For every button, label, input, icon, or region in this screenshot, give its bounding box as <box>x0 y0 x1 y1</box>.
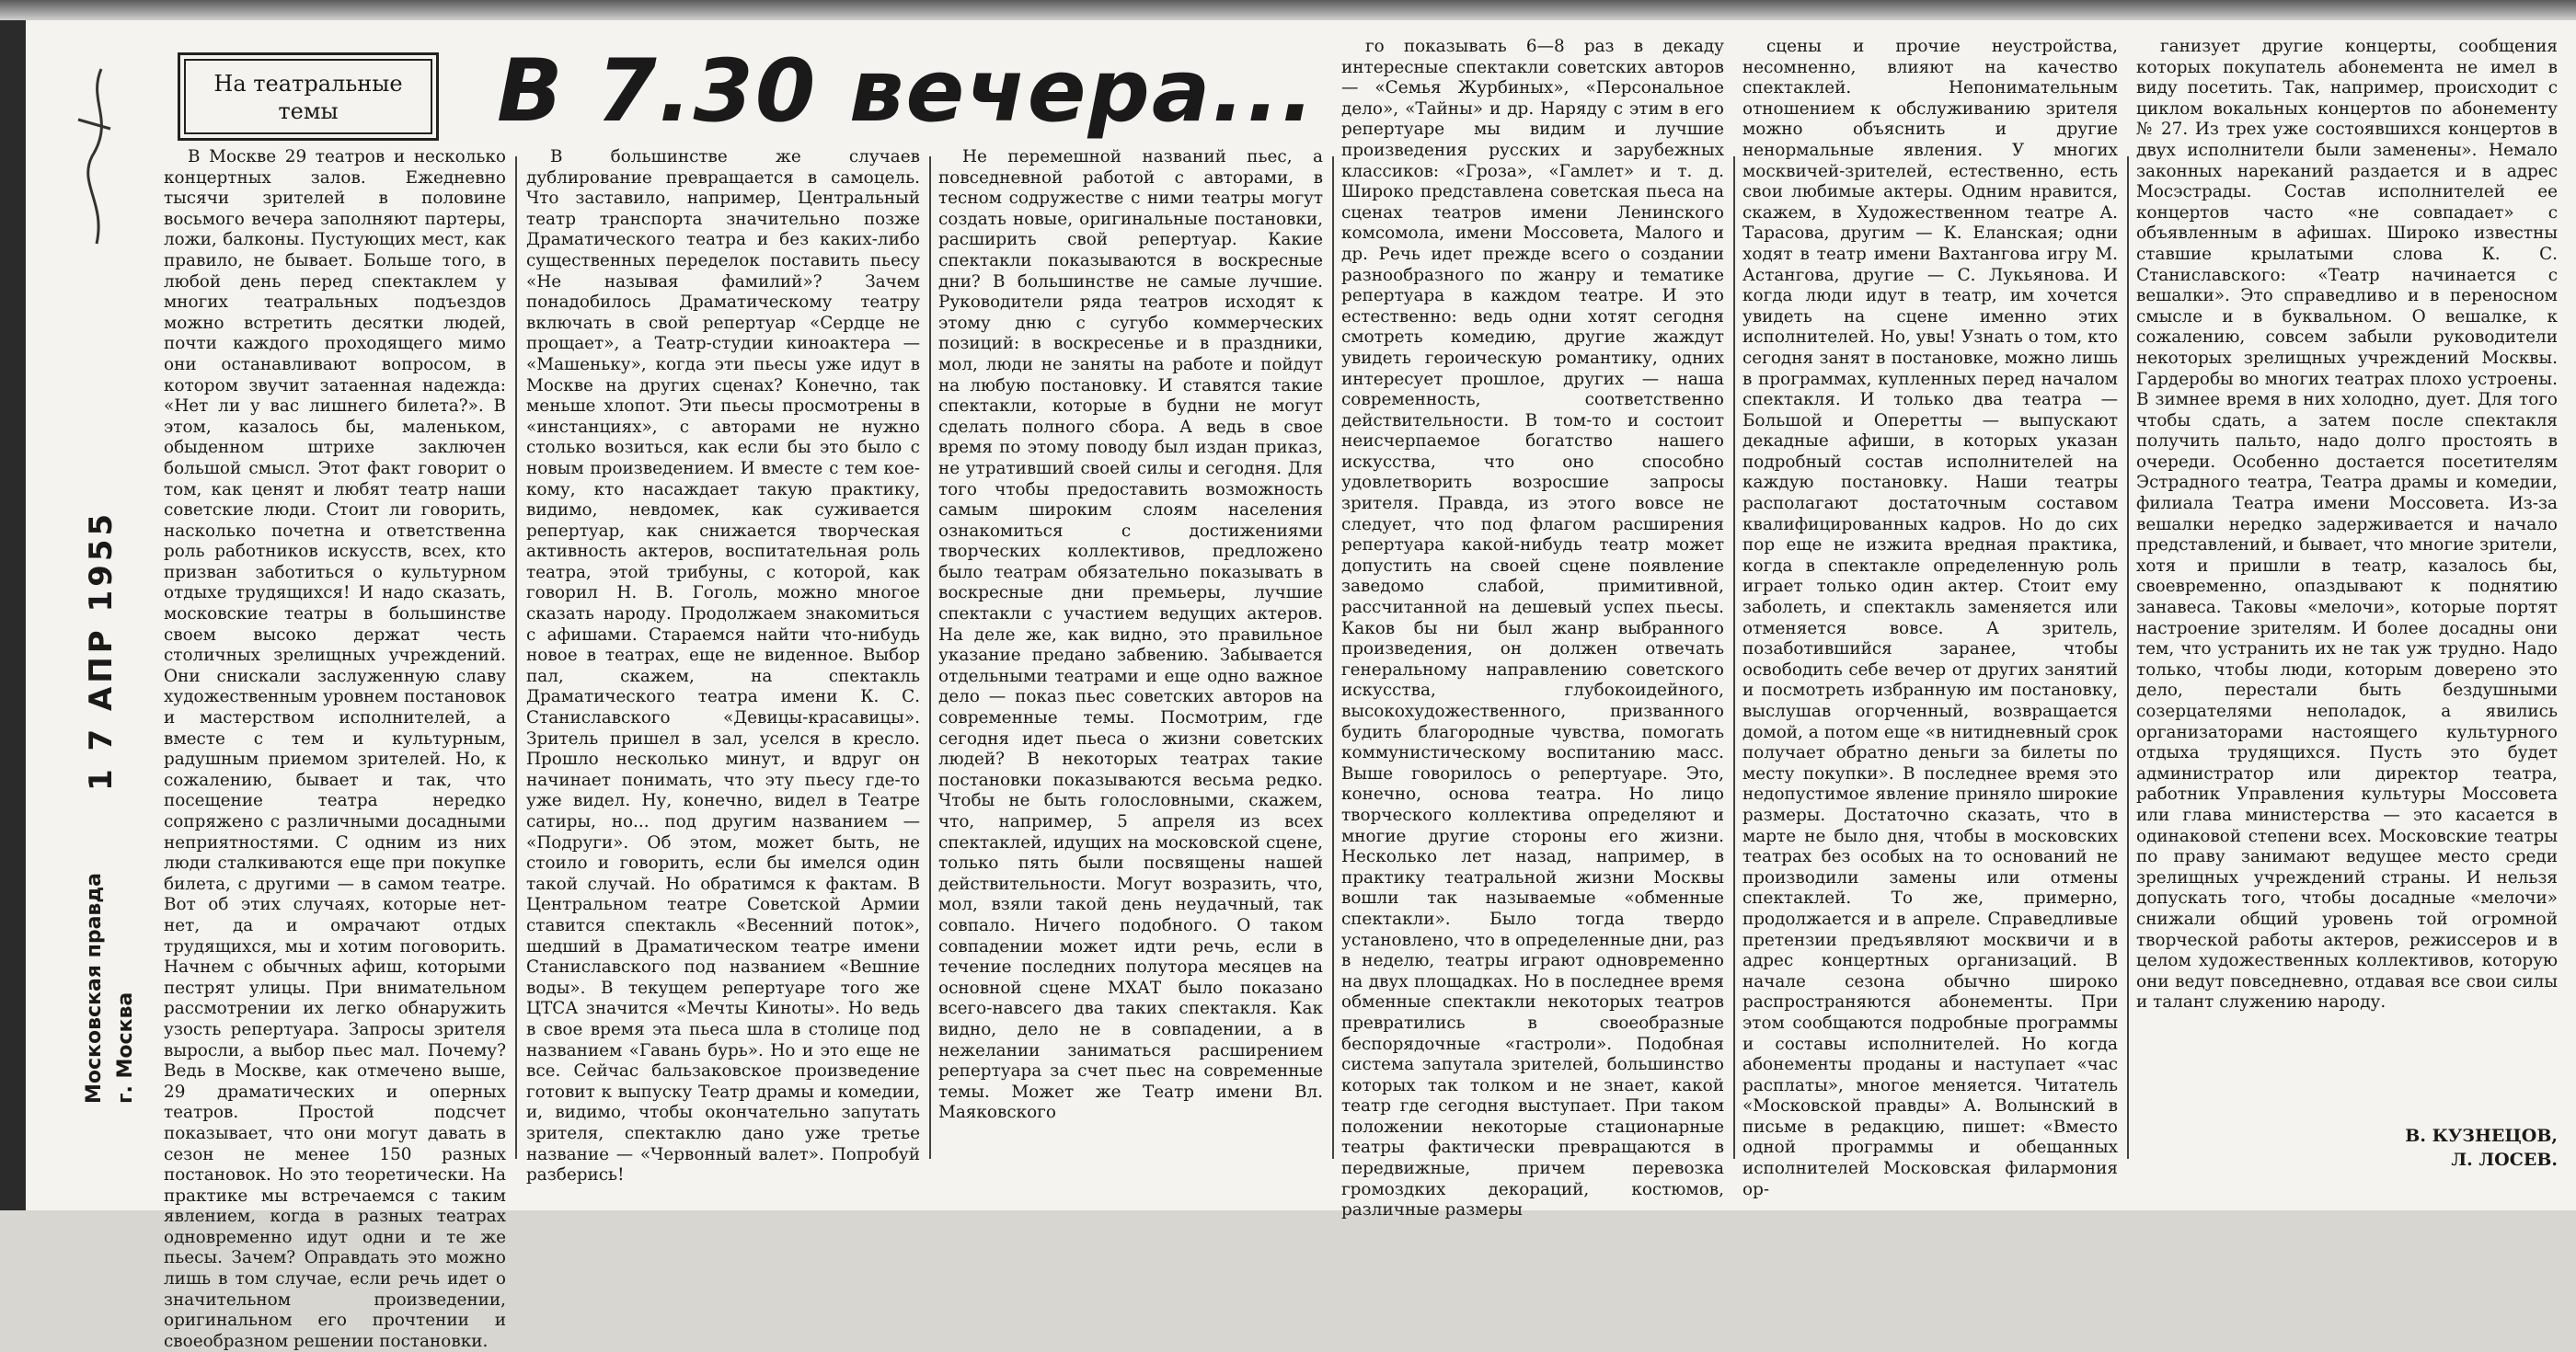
article-text: В Москве 29 театров и несколько концертных залов. Ежедневно тысячи зрителей в половине восьмого вечера заполняют партеры, ложи, балконы. Пустующих мест, как правило, не бывает. Больше того, в любой день перед спектаклем у многих театральных подъездов можно встретить десятки людей, почти каждого проходящего мимо они останавливают вопросом, в котором звучит затаенная надежда: «Нет ли у вас лишнего билета?». В этом, казалось бы, маленьком, обыденном штрихе заключен большой смысл. Этот факт говорит о том, как ценят и любят театр наши советские люди. Стоит ли говорить, насколько почетна и ответственна роль работников искусств, всех, кто призван заботиться о культурном отдыхе трудящихся! И надо сказать, московские театры в большинстве своем высоко держат честь столичных зрелищных учреждений. Они снискали заслуженную славу художественным уровнем постановок и мастерством исполнителей, а вместе с тем и культурным, радушным приемом зрителей. Но, к сожалению, бывает и так, что посещение театра нередко сопряжено с различными досадными неприятностями. С одним из них люди сталкиваются еще при покупке билета, с другими — в самом театре. Вот об этих случаях, которые нет-нет, да и омрачают отдых трудящихся, мы и хотим поговорить. Начнем с обычных афиш, которыми пестрят улицы. При внимательном рассмотрении их легко обнаружить узость репертуара. Запросы зрителя выросли, а выбор пьес мал. Почему? Ведь в Москве, как отмечено выше, 29 драматических и оперных театров. Простой подсчет показывает, что они могут давать в сезон не менее 150 разных постановок. Но это теоретически. На практике мы встречаемся с таким явлением, когда в разных театрах одновременно идут одни и те же пьесы. Зачем? Оправдать это можно лишь в том случае, если речь идет о значительном произведении, оригинальном его прочтении и своеобразном решении постановки. <box>164 147 506 1351</box>
source-city: г. Москва <box>114 991 137 1104</box>
column-rule <box>929 156 931 1159</box>
article-text: сцены и прочие неустройства, несомненно, влияют на качество спектаклей. Непонимательным отношением к обслуживанию зрителя можно объяснить и другие ненормальные явления. У многих москвичей-зрителей, естественно, есть свои любимые актеры. Одним нравится, скажем, в Художественном театре А. Тарасова, другим — К. Еланская; одни ходят в театр имени Вахтангова игру М. Астангова, другие — С. Лукьянова. И когда люди идут в театр, им хочется увидеть на сцене именно этих исполнителей. Но, увы! Узнать о том, кто сегодня занят в постановке, можно лишь в программах, купленных перед началом спектакля. И только два театра — Большой и Оперетты — выпускают декадные афиши, в которых указан подробный состав исполнителей на каждую постановку. Наши театры располагают достаточным составом квалифицированных кадров. Но до сих пор еще не изжита вредная практика, когда в спектакле определенную роль играет только один актер. Стоит ему заболеть, и спектакль заменяется или отменяется вовсе. А зритель, позаботившийся заранее, чтобы освободить себе вечер от других занятий и посмотреть избранную им постановку, выслушав огорченный, возвращается домой, а потом еще «в нитидневный срок получает обратно деньги за билеты по месту покупки». В последнее время это недопустимое явление приняло широкие размеры. Достаточно сказать, что в марте не было дня, чтобы в московских театрах без особых на то оснований не производили замены или отмены спектаклей. То же, примерно, продолжается и в апреле. Справедливые претензии предъявляют москвичи и в адрес концертных организаций. В начале сезона обычно широко распространяются абонементы. При этом сообщаются подробные программы и составы исполнителей. Но когда абонементы проданы и наступает «час расплаты», многое меняется. Читатель «Московской правды» А. Волынский в письме в редакцию, пишет: «Вместо одной программы и обещанных исполнителей Московская филармония ор- <box>1742 37 2118 1199</box>
scan-edge-top <box>0 0 2576 20</box>
rubric-box: На театральные темы <box>184 59 432 134</box>
article-column-6 <box>2136 37 2558 1117</box>
scan-edge-left <box>0 0 26 1210</box>
article-text: В большинстве же случаев дублирование превращается в самоцель. Что заставило, например, Центральный театр транспорта значительно позже Драматического театра и без каких-либо существенных переделок поставить пьесу «Не называя фамилий»? Зачем понадобилось Драматическому театру включать в свой репертуар «Сердце не прощает», а Театр-студии киноактера — «Машеньку», когда эти пьесы уже идут в Москве на других сценах? Конечно, так меньше хлопот. Эти пьесы просмотрены в «инстанциях», с авторами не нужно столько возиться, как если бы это было с новым произведением. И вместе с тем кое-кому, кто насаждает такую практику, видимо, невдомек, как суживается репертуар, как снижается творческая активность актеров, воспитательная роль театра, этой трибуны, с которой, как говорил Н. В. Гоголь, можно многое сказать народу. Продолжаем знакомиться с афишами. Стараемся найти что-нибудь новое в театрах, еще не виденное. Выбор пал, скажем, на спектакль Драматического театра имени К. С. Станиславского «Девицы-красавицы». Зритель пришел в зал, уселся в кресло. Прошло несколько минут, и вдруг он начинает понимать, что эту пьесу где-то уже видел. Ну, конечно, видел в Театре сатиры, но... под другим названием — «Подруги». Об этом, может быть, не стоило и говорить, если бы имелся один такой случай. Но обратимся к фактам. В Центральном театре Советской Армии ставится спектакль «Весенний поток», шедший в Драматическом театре имени Станиславского под названием «Вешние воды». В текущем репертуаре того же ЦТСА значится «Мечты Киноты». Но ведь в свое время эта пьеса шла в столице под названием «Гавань бурь». Но и это еще не все. Сейчас бальзаковское произведение готовит к выпуску Театр драмы и комедии, и, видимо, чтобы окончательно запутать зрителя, спектаклю дано уже третье название — «Червонный валет». Попробуй разберись! <box>526 147 920 1186</box>
author-signature <box>2328 1124 2558 1179</box>
article-column-2 <box>526 147 920 1186</box>
author-name: В. КУЗНЕЦОВ, <box>2405 1126 2558 1146</box>
article-column-3 <box>938 147 1323 1159</box>
source-newspaper: Московская правда <box>83 873 106 1104</box>
article-column-1 <box>164 147 506 1351</box>
handwritten-mark <box>69 64 124 248</box>
author-name: Л. ЛОСЕВ. <box>2451 1150 2558 1170</box>
source-caption <box>79 699 171 1104</box>
article-text: ганизует другие концерты, сообщения которых покупатель абонемента не имел в виду посетить. Так, например, происходит с циклом вокальных концертов по абонементу № 27. Из трех уже состоявшихся концертов в двух исполнители были заменены». Немало законных нареканий раздается и в адрес Мосэстрады. Состав исполнителей ее концертов часто «не совпадает» с объявленным в афишах. Широко известны ставшие крылатыми слова К. С. Станиславского: «Театр начинается с вешалки». Это справедливо и в переносном смысле и в буквальном. О вешалке, к сожалению, совсем забыли руководители некоторых зрелищных учреждений Москвы. Гардеробы во многих театрах плохо устроены. В зимнее время в них холодно, дует. Для того чтобы сдать, а затем после спектакля получить пальто, надо долго простоять в очереди. Особенно достается посетителям Эстрадного театра, Театра драмы и комедии, филиала Театра имени Моссовета. Из-за вешалки нередко задерживается и начало представлений, и бывает, что многие зрители, хотя и пришли в театр, казалось бы, своевременно, опаздывают к поднятию занавеса. Таковы «мелочи», которые портят настроение зрителям. И более досадны они тем, что устранить их не так уж трудно. Надо только, чтобы люди, которым доверено это дело, перестали быть бездушными созерцателями неполадок, а явились организаторами настоящего культурного отдыха трудящихся. Пусть это будет администратор или директор театра, работник Управления культуры Моссовета или глава министерства — это касается в одинаковой степени всех. Московские театры по праву занимают ведущее место среди зрелищных учреждений страны. И нельзя допускать того, чтобы досадные «мелочи» снижали общий уровень той огромной творческой работы актеров, режиссеров и в целом художественных коллективов, которую они ведут повседневно, отдавая все свои силы и талант служению народу. <box>2136 37 2558 1013</box>
column-rule <box>1332 156 1334 1159</box>
column-rule <box>1733 156 1735 1159</box>
article-column-4 <box>1341 37 1724 1220</box>
article-column-5 <box>1742 37 2118 1199</box>
article-text: Не перемешной названий пьес, а повседневной работой с авторами, в тесном содружестве с ними театры могут создать новые, оригинальные постановки, расширить свой репертуар. Какие спектакли показываются в воскресные дни? В большинстве не самые лучшие. Руководители ряда театров исходят к этому дню с сугубо коммерческих позиций: в воскресенье и в праздники, мол, люди не заняты на работе и пойдут на любую постановку. И ставятся такие спектакли, которые в будни не могут сделать полного сбора. А ведь в свое время по этому поводу был издан приказ, не утративший своей силы и сегодня. Для того чтобы предоставить возможность самым широким слоям населения ознакомиться с достижениями творческих коллективов, предложено было театрам обязательно показывать в воскресные дни премьеры, лучшие спектакли с участием ведущих актеров. На деле же, как видно, это правильное указание предано забвению. Забывается отдельными театрами и еще одно важное дело — показ пьес советских авторов на современные темы. Посмотрим, где сегодня идет пьеса о жизни советских людей? В некоторых театрах такие постановки показываются весьма редко. Чтобы не быть голословными, скажем, что, например, 5 апреля из всех спектаклей, идущих на московской сцене, только пять были посвящены нашей действительности. Могут возразить, что, мол, взяли такой день неудачный, так совпало. Ничего подобного. О таком совпадении может идти речь, если в течение последних полутора месяцев на основной сцене МХАТ было показано всего-навсего два таких спектакля. Как видно, дело не в совпадении, а в нежелании заниматься расширением репертуара за счет пьес на современные темы. Может же Театр имени Вл. Маяковского <box>938 147 1323 1123</box>
column-rule <box>2127 156 2129 1159</box>
article-headline: В 7.30 вечера... <box>497 41 1317 142</box>
column-rule <box>515 156 517 1159</box>
article-text: го показывать 6—8 раз в декаду интересные спектакли советских авторов — «Семья Журбиных», «Персональное дело», «Тайны» и др. Наряду с этим в его репертуаре мы видим и лучшие произведения русских и зарубежных классиков: «Гроза», «Гамлет» и т. д. Широко представлена советская пьеса на сценах театров имени Ленинского комсомола, имени Моссовета, Малого и др. Речь идет прежде всего о создании разнообразного по жанру и тематике репертуара в каждом театре. И это естественно: ведь одни хотят сегодня смотреть комедию, другие жаждут увидеть героическую романтику, одних интересует прошлое, других — наша современность, соответственно действительности. В том-то и состоит неисчерпаемое богатство нашего искусства, что оно способно удовлетворить возросшие запросы зрителя. Правда, из этого вовсе не следует, что под флагом расширения репертуара какой-нибудь театр может допустить на своей сцене появление заведомо слабой, примитивной, рассчитанной на дешевый успех пьесы. Каков бы ни был жанр выбранного произведения, он должен отвечать генеральному направлению советского искусства, глубокоидейного, высокохудожественного, призванного будить благородные чувства, помогать коммунистическому воспитанию масс. Выше говорилось о репертуаре. Это, конечно, основа театра. Но лицо творческого коллектива определяют и многие другие стороны его жизни. Несколько лет назад, например, в практику театральной жизни Москвы вошли так называемые «обменные спектакли». Было тогда твердо установлено, что в определенные дни, раз в неделю, театры играют одновременно на двух площадках. Но в последнее время обменные спектакли некоторых театров превратились в своеобразные беспорядочные «гастроли». Подобная система запутала зрителей, большинство которых так толком и не знает, какой театр где сегодня выступает. При таком положении некоторые стационарные театры фактически превращаются в передвижные, причем перевозка громоздких декораций, костюмов, различные размеры <box>1341 37 1724 1220</box>
date-stamp: 1 7 АПР 1955 <box>83 510 120 791</box>
